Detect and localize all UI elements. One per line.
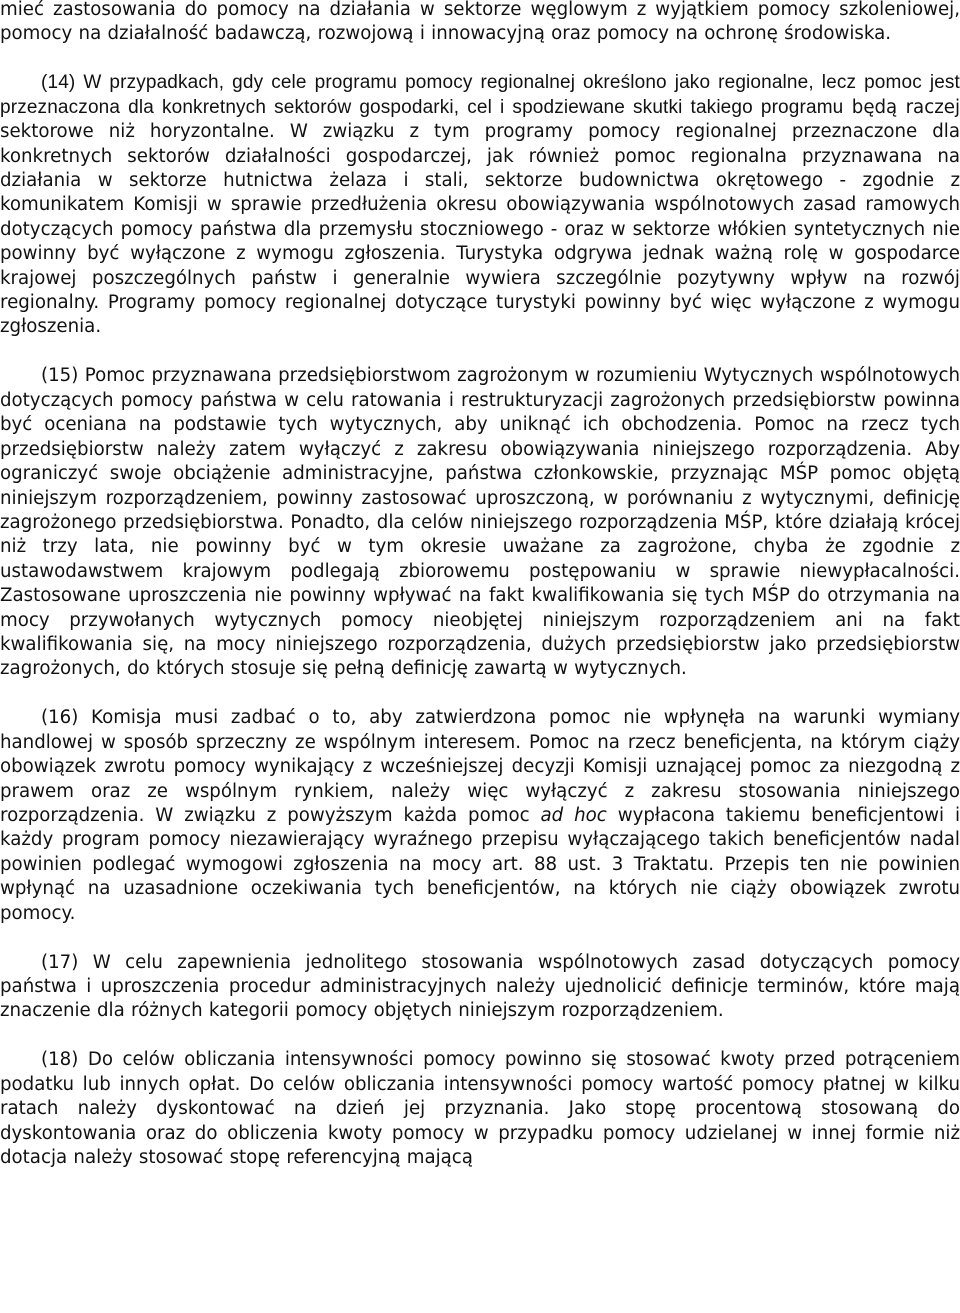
paragraph-13-continuation: mieć zastosowania do pomocy na działania w sektorze węglowym z wyjątkiem pomocy szkoleniowej, pomocy na działalność badawczą, rozwojową i innowacyjną oraz pomocy na ochronę środowiska.	[0, 0, 960, 45]
paragraph-16-text-part-1: (16) Komisja musi zadbać o to, aby zatwierdzona pomoc nie wpłynęła na warunki wymiany handlowej w sposób sprzeczny ze wspólnym interesem. Pomoc na rzecz beneficjenta, na którym ciąży obowiązek zwrotu pomocy wynikający z wcześniejszej decyzji Komisji uznającej pomoc za niezgodną z prawem oraz ze wspólnym rynkiem, należy więc wyłączyć z zakresu stosowania niniejszego rozporządzenia. W związku z powyższym każda pomoc	[0, 707, 960, 826]
paragraph-16	[0, 706, 960, 926]
paragraph-15	[0, 364, 960, 681]
paragraph-15-text: (15) Pomoc przyznawana przedsiębiorstwom zagrożonym w rozumieniu Wytycznych wspólnotowych dotyczących pomocy państwa w celu ratowania i restrukturyzacji zagrożonych przedsiębiorstw powinna być oceniana na podstawie tych wytycznych, aby uniknąć ich obchodzenia. Pomoc na rzecz tych przedsiębiorstw należy zatem wyłączyć z zakresu obowiązywania niniejszego rozporządzenia. Aby ograniczyć swoje obciążenie administracyjne, państwa członkowskie, przyznając MŚP pomoc objętą niniejszym rozporządzeniem, powinny zastosować uproszczoną, w porównaniu z wytycznymi, definicję zagrożonego przedsiębiorstwa. Ponadto, dla celów niniejszego rozporządzenia MŚP, które działają krócej niż trzy lata, nie powinny być w tym okresie uważane za zagrożone, chyba że zgodnie z ustawodawstwem krajowym podlegają zbiorowemu postępowaniu w sprawie niewypłacalności. Zastosowane uproszczenia nie powinny wpływać na fakt kwalifikowania się tych MŚP do otrzymania na mocy przywołanych wytycznych pomocy nieobjętej niniejszym rozporządzeniem ani na fakt kwalifikowania się, na mocy niniejszego rozporządzenia, dużych przedsiębiorstw jako przedsiębiorstw zagrożonych, do których stosuje się pełną definicję zawartą w wytycznych.	[0, 365, 960, 680]
paragraph-14-text-part-2: będą raczej sektorowe niż horyzontalne. W związku z tym programy pomocy regionalnej przeznaczone dla konkretnych sektorów działalności gospodarczej, jak również pomoc regionalna przyznawana na działania w sektorze hutnictwa żelaza i stali, sektorze budownictwa okrętowego - zgodnie z komunikatem Komisji w sprawie przedłużenia okresu obowiązywania wspólnotowych zasad ramowych dotyczących pomocy państwa dla przemysłu stoczniowego - oraz w sektorze włókien syntetycznych nie powinny być wyłączone z wymogu zgłoszenia. Turystyka odgrywa jednak ważną rolę w gospodarce krajowej poszczególnych państw i generalnie wywiera szczególnie pozytywny wpływ na rozwój regionalny. Programy pomocy regionalnej dotyczące turystyki powinny być więc wyłączone z wymogu zgłoszenia.	[0, 96, 960, 338]
paragraph-17	[0, 951, 960, 1024]
paragraph-14	[0, 71, 960, 339]
paragraph-16-text-part-2: wypłacona takiemu beneficjentowi i każdy program pomocy niezawierający wyraźnego przepisu wyłączającego takich beneficjentów nadal powinien podlegać wymogowi zgłoszenia na mocy art. 88 ust. 3 Traktatu. Przepis ten nie powinien wpłynąć na uzasadnione oczekiwania tych beneficjentów, na których nie ciąży obowiązek zwrotu pomocy.	[0, 804, 960, 924]
paragraph-14-text-part-1: (14) W przypadkach, gdy cele programu pomocy regionalnej określono jako regionalne, lecz pomoc jest przeznaczona dla konkretnych sektorów gospodarki, cel i spodziewane skutki takiego programu	[0, 72, 960, 118]
paragraph-17-text: (17) W celu zapewnienia jednolitego stosowania wspólnotowych zasad dotyczących pomocy państwa i uproszczenia procedur administracyjnych należy ujednolicić definicje terminów, które mają znaczenie dla różnych kategorii pomocy objętych niniejszym rozporządzeniem.	[0, 951, 960, 1022]
paragraph-16-italic-term: ad hoc	[540, 804, 607, 826]
paragraph-18-text: (18) Do celów obliczania intensywności pomocy powinno się stosować kwoty przed potrąceniem podatku lub innych opłat. Do celów obliczania intensywności pomocy wartość pomocy płatnej w kilku ratach należy dyskontować na dzień jej przyznania. Jako stopę procentową stosowaną do dyskontowania oraz do obliczenia kwoty pomocy w przypadku pomocy udzielanej w innej formie niż dotacja należy stosować stopę referencyjną mającą	[0, 1049, 960, 1169]
paragraph-18	[0, 1048, 960, 1170]
